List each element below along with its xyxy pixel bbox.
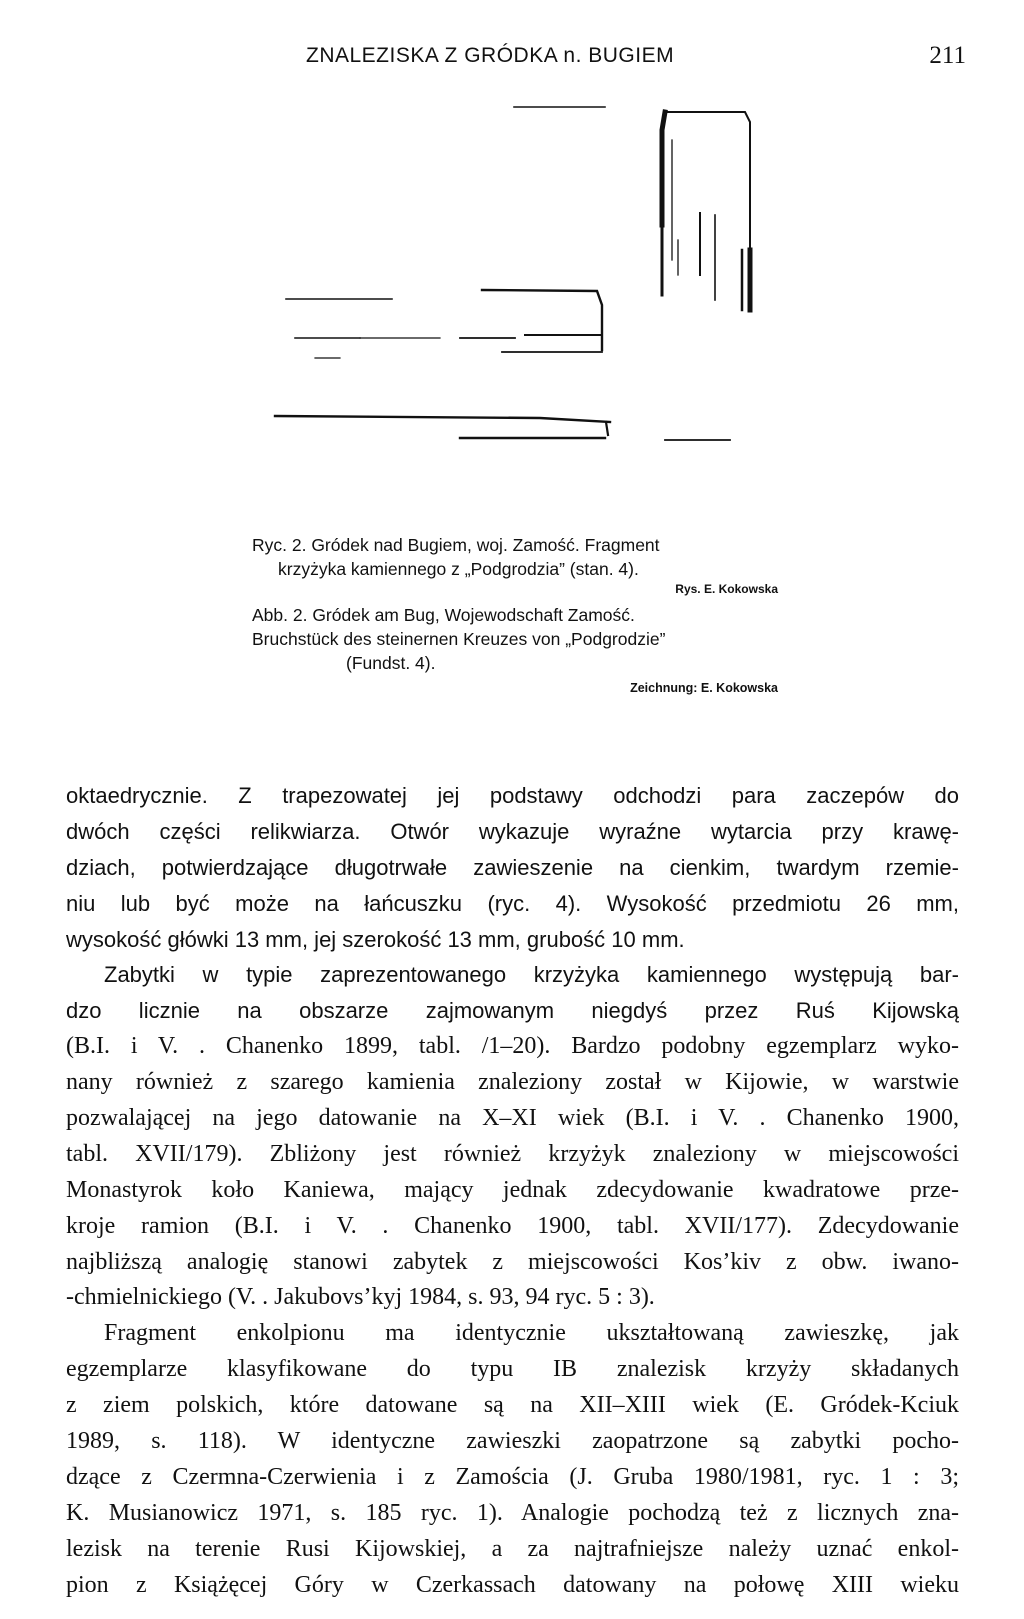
text-line: kroje ramion (B.I. i V. . Chanenko 1900, tabl. XVII/177). Zdecydowanie bbox=[66, 1212, 959, 1239]
caption-de-credit: Zeichnung: E. Kokowska bbox=[630, 681, 778, 695]
running-title: ZNALEZISKA Z GRÓDKA n. BUGIEM bbox=[306, 44, 675, 67]
caption-pl-credit: Rys. E. Kokowska bbox=[675, 582, 778, 596]
text-line: dzące z Czermna-Czerwienia i z Zamościa (J. Gruba 1980/1981, ryc. 1 : 3; bbox=[66, 1463, 959, 1490]
text-line: dwóch części relikwiarza. Otwór wykazuje wyraźne wytarcia przy krawę- bbox=[66, 818, 959, 844]
caption-de-line-2: Bruchstück des steinernen Kreuzes von „Podgrodzie” bbox=[252, 629, 666, 649]
text-line: dzo licznie na obszarze zajmowanym niegdyś przez Ruś Kijowską bbox=[66, 998, 959, 1024]
text-line: nany również z szarego kamienia znaleziony został w Kijowie, w warstwie bbox=[66, 1069, 959, 1096]
text-line: pozwalającej na jego datowanie na X–XI wiek (B.I. i V. . Chanenko 1900, bbox=[66, 1105, 959, 1132]
text-line: pion z Książęcej Góry w Czerkassach datowany na połowę XIII wieku bbox=[66, 1571, 959, 1598]
text-line: oktaedrycznie. Z trapezowatej jej podstawy odchodzi para zaczepów do bbox=[66, 783, 959, 808]
cross-fragment-drawing bbox=[260, 100, 780, 480]
text-line: lezisk na terenie Rusi Kijowskiej, a za najtrafniejsze należy uznać enkol- bbox=[66, 1535, 959, 1562]
text-line: z ziem polskich, które datowane są na XII–XIII wiek (E. Gródek-Kciuk bbox=[66, 1392, 959, 1419]
text-line: Monastyrok koło Kaniewa, mający jednak zdecydowanie kwadratowe prze- bbox=[66, 1176, 959, 1203]
text-line: dziach, potwierdzające długotrwałe zawieszenie na cienkim, twardym rzemie- bbox=[66, 854, 959, 880]
text-line: najbliższą analogię stanowi zabytek z miejscowości Kos’kiv z obw. iwano- bbox=[66, 1248, 959, 1275]
page-number: 211 bbox=[929, 42, 966, 69]
caption-pl-line-1: Ryc. 2. Gródek nad Bugiem, woj. Zamość. Fragment bbox=[252, 535, 660, 555]
text-line: 1989, s. 118). W identyczne zawieszki zaopatrzone są zabytki pocho- bbox=[66, 1428, 959, 1455]
caption-de-line-1: Abb. 2. Gródek am Bug, Wojewodschaft Zamość. bbox=[252, 605, 635, 625]
text-line: K. Musianowicz 1971, s. 185 ryc. 1). Analogie pochodzą też z licznych zna- bbox=[66, 1499, 959, 1526]
text-line: (B.I. i V. . Chanenko 1899, tabl. /1–20). Bardzo podobny egzemplarz wyko- bbox=[66, 1033, 959, 1060]
body-text bbox=[66, 778, 959, 1603]
text-line: niu lub być może na łańcuszku (ryc. 4). Wysokość przedmiotu 26 mm, bbox=[66, 890, 959, 916]
caption-de-line-3: (Fundst. 4). bbox=[346, 653, 436, 673]
text-line: -chmielnickiego (V. . Jakubovs’kyj 1984, s. 93, 94 ryc. 5 : 3). bbox=[66, 1284, 655, 1311]
text-line: egzemplarze klasyfikowane do typu IB znalezisk krzyży składanych bbox=[66, 1356, 959, 1383]
text-line: Fragment enkolpionu ma identycznie ukształtowaną zawieszkę, jak bbox=[104, 1320, 959, 1347]
caption-pl-line-2: krzyżyka kamiennego z „Podgrodzia” (stan. 4). bbox=[278, 559, 639, 579]
text-line: wysokość główki 13 mm, jej szerokość 13 mm, grubość 10 mm. bbox=[66, 926, 685, 952]
text-line: tabl. XVII/179). Zbliżony jest również krzyżyk znaleziony w miejscowości bbox=[66, 1140, 959, 1167]
page-header bbox=[0, 44, 1024, 80]
figure-caption bbox=[252, 533, 792, 697]
text-line: Zabytki w typie zaprezentowanego krzyżyka kamiennego występują bar- bbox=[104, 962, 959, 988]
